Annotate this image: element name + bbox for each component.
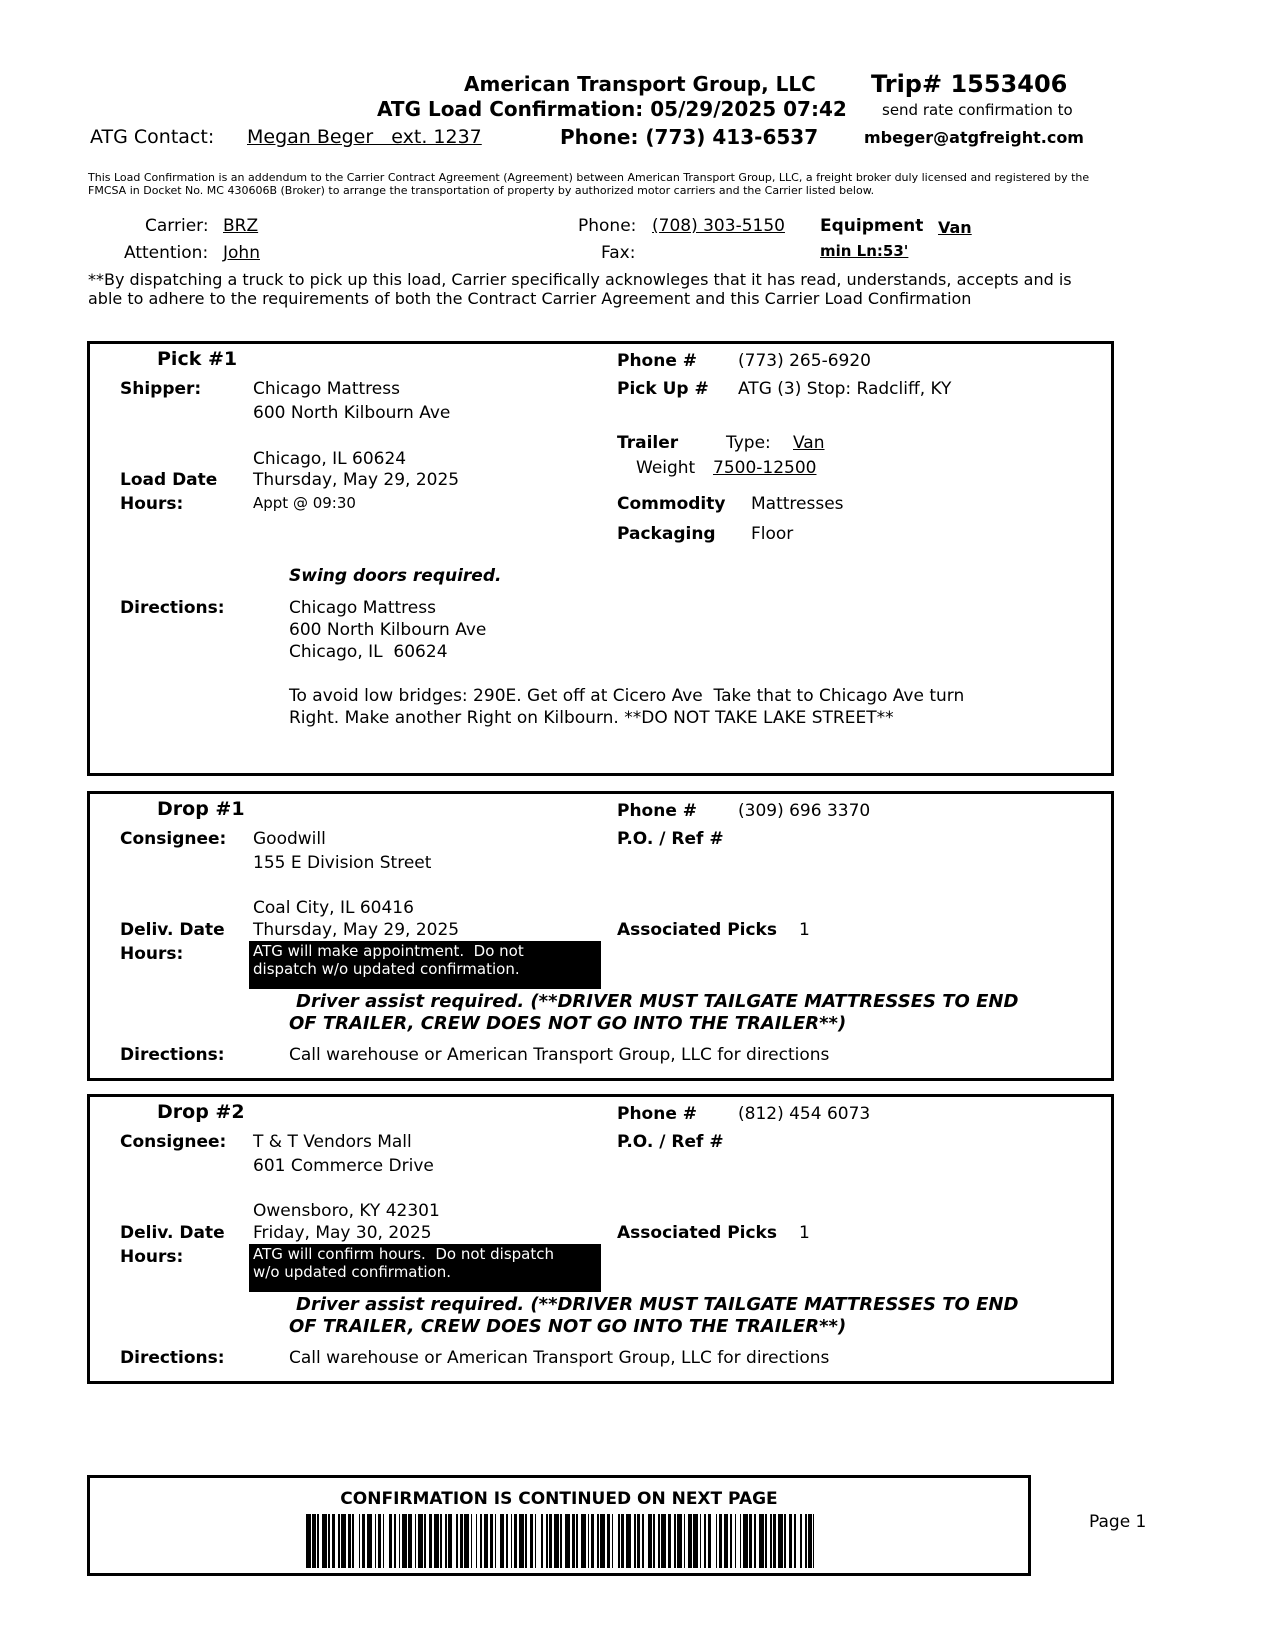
carrier-fax-label: Fax: xyxy=(601,243,636,263)
pick-hours: Appt @ 09:30 xyxy=(253,494,356,512)
barcode-bar xyxy=(445,1514,447,1568)
barcode-bar xyxy=(460,1514,463,1568)
barcode-bar xyxy=(674,1514,676,1568)
contact-phone: Phone: (773) 413-6537 xyxy=(560,125,819,149)
barcode-bar xyxy=(456,1514,458,1568)
barcode-bar xyxy=(765,1514,767,1568)
drop-2-phone-label: Phone # xyxy=(617,1104,698,1124)
dispatch-note: **By dispatching a truck to pick up this load, Carrier specifically acknowleges that it has read, understands, accepts and is able to adhere to the requirements of both the Contract Carrier Agreement and this Carrier Load Confirmation xyxy=(88,270,1072,308)
drop-2-consignee-name: T & T Vendors Mall xyxy=(253,1132,412,1152)
barcode-bar xyxy=(348,1514,351,1568)
barcode-bar xyxy=(495,1514,497,1568)
commodity-value: Mattresses xyxy=(751,494,844,514)
barcode-bar xyxy=(506,1514,508,1568)
barcode-bar xyxy=(743,1514,748,1568)
barcode-bar xyxy=(525,1514,527,1568)
barcode-bar xyxy=(549,1514,552,1568)
barcode-bar xyxy=(759,1514,764,1568)
barcode-bar xyxy=(724,1514,729,1568)
barcode-bar xyxy=(394,1514,396,1568)
barcode-bar xyxy=(642,1514,644,1568)
shipper-city: Chicago, IL 60624 xyxy=(253,449,407,469)
barcode-bar xyxy=(554,1514,559,1568)
barcode-bar xyxy=(648,1514,651,1568)
barcode-bar xyxy=(716,1514,718,1568)
barcode-bar xyxy=(618,1514,620,1568)
drop-2-note-line-1: Driver assist required. (**DRIVER MUST TAILGATE MATTRESSES TO END xyxy=(296,1294,1019,1315)
shipper-label: Shipper: xyxy=(120,379,202,399)
drop-2-consignee-label: Consignee: xyxy=(120,1132,227,1152)
drop-1-consignee-label: Consignee: xyxy=(120,829,227,849)
weight-label: Weight xyxy=(636,458,696,478)
barcode-bar xyxy=(418,1514,423,1568)
equipment-value: Van xyxy=(938,218,972,237)
barcode-bar xyxy=(808,1514,811,1568)
barcode-bar xyxy=(362,1514,365,1568)
drop-2-hours-label: Hours: xyxy=(120,1247,184,1267)
barcode-bar xyxy=(754,1514,756,1568)
barcode-bar xyxy=(576,1514,578,1568)
company-name: American Transport Group, LLC xyxy=(464,72,816,96)
barcode-bar xyxy=(600,1514,605,1568)
carrier-phone-value: (708) 303-5150 xyxy=(652,216,785,236)
pick-directions-line-1: Chicago Mattress xyxy=(289,598,436,618)
barcode-bar xyxy=(399,1514,401,1568)
barcode-bar xyxy=(546,1514,548,1568)
barcode-bar xyxy=(688,1514,691,1568)
barcode-bar xyxy=(749,1514,752,1568)
barcode-bar xyxy=(480,1514,482,1568)
barcode-bar xyxy=(317,1514,319,1568)
barcode-bar xyxy=(322,1514,327,1568)
barcode-bar xyxy=(448,1514,451,1568)
shipper-address: 600 North Kilbourn Ave xyxy=(253,403,451,423)
barcode-bar xyxy=(565,1514,570,1568)
weight-value: 7500-12500 xyxy=(713,458,817,478)
barcode xyxy=(306,1514,814,1568)
attention-label: Attention: xyxy=(124,243,209,263)
barcode-bar xyxy=(511,1514,513,1568)
barcode-bar xyxy=(338,1514,340,1568)
drop-1-phone: (309) 696 3370 xyxy=(738,801,871,821)
barcode-bar xyxy=(434,1514,439,1568)
drop-2-title: Drop #2 xyxy=(157,1101,245,1123)
barcode-bar xyxy=(789,1514,792,1568)
barcode-bar xyxy=(440,1514,442,1568)
barcode-bar xyxy=(572,1514,575,1568)
pick-directions-line-2: 600 North Kilbourn Ave xyxy=(289,620,487,640)
barcode-bar xyxy=(719,1514,722,1568)
barcode-bar xyxy=(677,1514,682,1568)
drop-2-directions-label: Directions: xyxy=(120,1348,225,1368)
drop-1-assoc-label: Associated Picks xyxy=(617,920,777,940)
barcode-bar xyxy=(359,1514,361,1568)
carrier-phone-label: Phone: xyxy=(578,216,637,236)
drop-1-note-line-2: OF TRAILER, CREW DOES NOT GO INTO THE TRAILER**) xyxy=(289,1013,847,1034)
attention-value: John xyxy=(223,243,260,263)
send-rate-label: send rate confirmation to xyxy=(882,101,1073,119)
carrier-label: Carrier: xyxy=(145,216,209,236)
barcode-bar xyxy=(332,1514,335,1568)
barcode-bar xyxy=(530,1514,533,1568)
barcode-bar xyxy=(378,1514,381,1568)
barcode-bar xyxy=(597,1514,599,1568)
drop-1-consignee-name: Goodwill xyxy=(253,829,326,849)
pickup-number-label: Pick Up # xyxy=(617,379,709,399)
barcode-bar xyxy=(581,1514,586,1568)
drop-1-hours-notice xyxy=(249,941,601,989)
barcode-bar xyxy=(484,1514,489,1568)
barcode-bar xyxy=(607,1514,610,1568)
barcode-bar xyxy=(778,1514,783,1568)
drop-1-directions-label: Directions: xyxy=(120,1045,225,1065)
page-number: Page 1 xyxy=(1089,1512,1147,1532)
drop-2-assoc-label: Associated Picks xyxy=(617,1223,777,1243)
drop-2-directions: Call warehouse or American Transport Group, LLC for directions xyxy=(289,1348,830,1368)
barcode-bar xyxy=(770,1514,772,1568)
barcode-bar xyxy=(693,1514,698,1568)
barcode-bar xyxy=(700,1514,702,1568)
equipment-label: Equipment xyxy=(820,216,924,236)
barcode-bar xyxy=(415,1514,417,1568)
barcode-bar xyxy=(794,1514,796,1568)
barcode-bar xyxy=(773,1514,776,1568)
barcode-bar xyxy=(402,1514,407,1568)
drop-1-title: Drop #1 xyxy=(157,798,245,820)
barcode-bar xyxy=(383,1514,385,1568)
barcode-bar xyxy=(535,1514,537,1568)
drop-1-assoc-value: 1 xyxy=(799,920,810,940)
load-date-label: Load Date xyxy=(120,470,218,490)
barcode-bar xyxy=(813,1514,814,1568)
drop-2-assoc-value: 1 xyxy=(799,1223,810,1243)
barcode-bar xyxy=(367,1514,372,1568)
barcode-bar xyxy=(612,1514,614,1568)
drop-2-consignee-city: Owensboro, KY 42301 xyxy=(253,1201,440,1221)
pick-directions-line-3: Chicago, IL 60624 xyxy=(289,642,448,662)
contact-label: ATG Contact: xyxy=(90,126,215,148)
pick-directions-line-5: Right. Make another Right on Kilbourn. **DO NOT TAKE LAKE STREET** xyxy=(289,708,894,728)
min-length: min Ln:53' xyxy=(820,242,909,260)
barcode-bar xyxy=(735,1514,737,1568)
barcode-bar xyxy=(805,1514,807,1568)
barcode-bar xyxy=(658,1514,660,1568)
drop-1-phone-label: Phone # xyxy=(617,801,698,821)
barcode-bar xyxy=(424,1514,426,1568)
barcode-bar xyxy=(684,1514,686,1568)
pick-1-title: Pick #1 xyxy=(157,348,238,370)
barcode-bar xyxy=(730,1514,732,1568)
shipper-name: Chicago Mattress xyxy=(253,379,400,399)
packaging-label: Packaging xyxy=(617,524,716,544)
barcode-bar xyxy=(312,1514,315,1568)
drop-1-deliv-date: Thursday, May 29, 2025 xyxy=(253,920,460,940)
barcode-bar xyxy=(389,1514,392,1568)
barcode-bar xyxy=(429,1514,432,1568)
drop-1-directions: Call warehouse or American Transport Group, LLC for directions xyxy=(289,1045,830,1065)
drop-2-consignee-address: 601 Commerce Drive xyxy=(253,1156,434,1176)
pick-hours-label: Hours: xyxy=(120,494,184,514)
barcode-bar xyxy=(352,1514,354,1568)
commodity-label: Commodity xyxy=(617,494,726,514)
barcode-bar xyxy=(740,1514,742,1568)
pick-directions-label: Directions: xyxy=(120,598,225,618)
pickup-number: ATG (3) Stop: Radcliff, KY xyxy=(738,379,952,399)
drop-1-box xyxy=(87,791,1114,1081)
barcode-bar xyxy=(519,1514,524,1568)
drop-2-hours-notice xyxy=(249,1244,601,1292)
drop-2-deliv-label: Deliv. Date xyxy=(120,1223,225,1243)
barcode-bar xyxy=(704,1514,706,1568)
drop-2-hours-line-2: w/o updated confirmation. xyxy=(253,1263,451,1281)
load-confirmation-date: ATG Load Confirmation: 05/29/2025 07:42 xyxy=(377,97,847,121)
barcode-bar xyxy=(621,1514,624,1568)
barcode-bar xyxy=(634,1514,636,1568)
drop-1-consignee-city: Coal City, IL 60416 xyxy=(253,898,414,918)
drop-1-deliv-label: Deliv. Date xyxy=(120,920,225,940)
barcode-bar xyxy=(408,1514,411,1568)
barcode-bar xyxy=(341,1514,346,1568)
barcode-bar xyxy=(661,1514,666,1568)
barcode-bar xyxy=(637,1514,640,1568)
barcode-bar xyxy=(784,1514,786,1568)
barcode-bar xyxy=(471,1514,473,1568)
barcode-bar xyxy=(541,1514,543,1568)
barcode-bar xyxy=(668,1514,671,1568)
drop-1-note-line-1: Driver assist required. (**DRIVER MUST TAILGATE MATTRESSES TO END xyxy=(296,991,1019,1012)
contact-email[interactable]: mbeger@atgfreight.com xyxy=(864,128,1084,147)
barcode-bar xyxy=(626,1514,631,1568)
drop-2-po-label: P.O. / Ref # xyxy=(617,1132,724,1152)
barcode-bar xyxy=(560,1514,562,1568)
contact-name[interactable]: Megan Beger ext. 1237 xyxy=(247,126,482,148)
barcode-bar xyxy=(464,1514,469,1568)
trailer-type-value: Van xyxy=(793,433,825,453)
drop-1-po-label: P.O. / Ref # xyxy=(617,829,724,849)
drop-2-note-line-2: OF TRAILER, CREW DOES NOT GO INTO THE TRAILER**) xyxy=(289,1316,847,1337)
barcode-bar xyxy=(476,1514,478,1568)
disclaimer-text: This Load Confirmation is an addendum to the Carrier Contract Agreement (Agreement) between American Transport Group, LLC, a freight broker duly licensed and registered by the FMCSA in Docket No. MC 430606B (Broker) to arrange the transportation of property by authorized motor carriers and the Carrier listed below. xyxy=(88,171,1090,197)
barcode-bar xyxy=(653,1514,655,1568)
pick-phone: (773) 265-6920 xyxy=(738,351,871,371)
barcode-bar xyxy=(328,1514,330,1568)
barcode-bar xyxy=(800,1514,802,1568)
barcode-bar xyxy=(490,1514,493,1568)
drop-1-hours-line-2: dispatch w/o updated confirmation. xyxy=(253,960,520,978)
pick-phone-label: Phone # xyxy=(617,351,698,371)
drop-1-hours-label: Hours: xyxy=(120,944,184,964)
barcode-bar xyxy=(500,1514,505,1568)
continued-text: CONFIRMATION IS CONTINUED ON NEXT PAGE xyxy=(340,1489,778,1509)
drop-2-deliv-date: Friday, May 30, 2025 xyxy=(253,1223,432,1243)
pick-special-note: Swing doors required. xyxy=(289,566,502,586)
trailer-label: Trailer xyxy=(617,433,679,453)
barcode-bar xyxy=(375,1514,377,1568)
trip-number: Trip# 1553406 xyxy=(871,70,1068,98)
barcode-bar xyxy=(591,1514,594,1568)
trailer-type-label: Type: xyxy=(726,433,771,453)
drop-2-box xyxy=(87,1094,1114,1384)
load-date: Thursday, May 29, 2025 xyxy=(253,470,460,490)
drop-2-phone: (812) 454 6073 xyxy=(738,1104,871,1124)
pick-directions-line-4: To avoid low bridges: 290E. Get off at Cicero Ave Take that to Chicago Ave turn xyxy=(289,686,965,706)
barcode-bar xyxy=(588,1514,590,1568)
drop-1-hours-line-1: ATG will make appointment. Do not xyxy=(253,942,524,960)
barcode-bar xyxy=(708,1514,711,1568)
drop-2-hours-line-1: ATG will confirm hours. Do not dispatch xyxy=(253,1245,555,1263)
barcode-bar xyxy=(306,1514,311,1568)
drop-1-consignee-address: 155 E Division Street xyxy=(253,853,432,873)
barcode-bar xyxy=(514,1514,517,1568)
carrier-value: BRZ xyxy=(223,216,259,236)
packaging-value: Floor xyxy=(751,524,794,544)
